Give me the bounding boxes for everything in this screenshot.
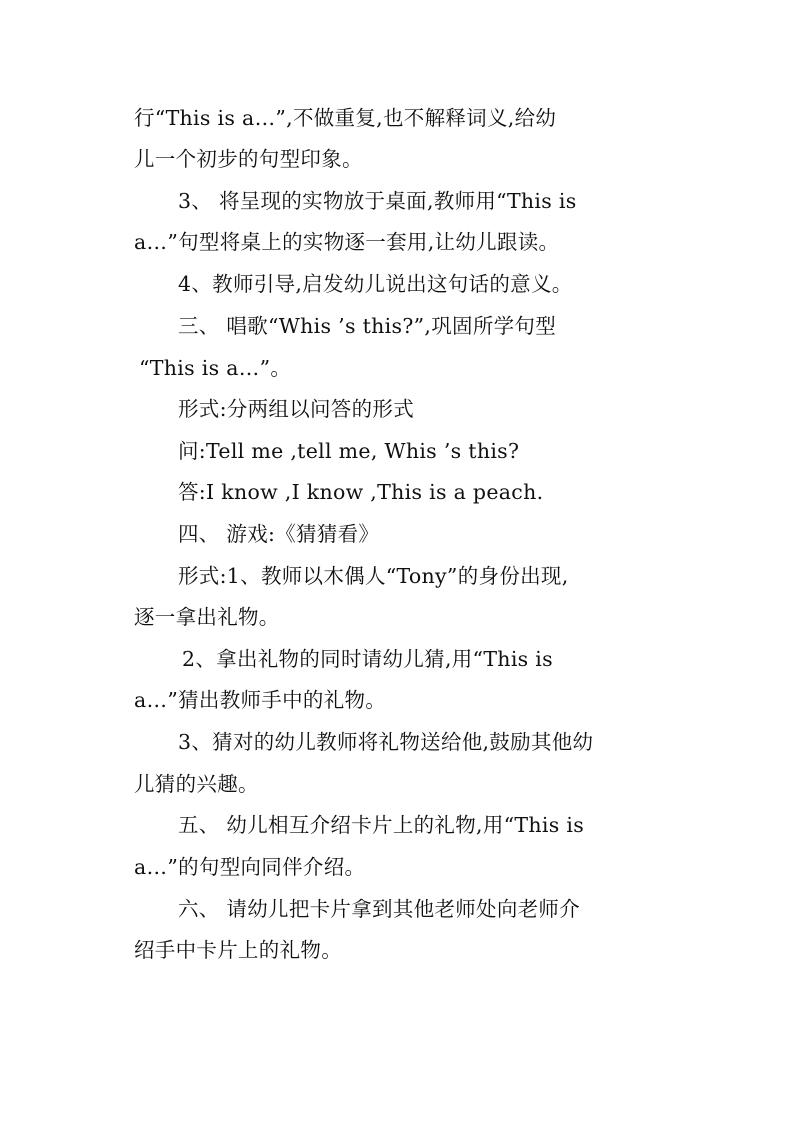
text-line: “This is a…”。 xyxy=(139,356,292,380)
text-line: 儿一个初步的句型印象。 xyxy=(134,147,363,171)
text-line: 问:Tell me ,tell me, Whis ’s this? xyxy=(178,439,520,463)
text-line: 4、教师引导,启发幼儿说出这句话的意义。 xyxy=(178,272,573,296)
text-line: 四、 游戏:《猜猜看》 xyxy=(178,522,380,546)
text-line: a…”猜出教师手中的礼物。 xyxy=(134,688,387,712)
text-line: 3、猜对的幼儿教师将礼物送给他,鼓励其他幼 xyxy=(178,730,594,754)
text-line: 形式:分两组以问答的形式 xyxy=(178,397,415,421)
text-line: 2、拿出礼物的同时请幼儿猜,用“This is xyxy=(182,647,553,671)
text-line: 儿猜的兴趣。 xyxy=(134,772,259,796)
text-line: 五、 幼儿相互介绍卡片上的礼物,用“This is xyxy=(178,813,585,837)
text-line: 3、 将呈现的实物放于桌面,教师用“This is xyxy=(178,189,577,213)
text-line: 绍手中卡片上的礼物。 xyxy=(134,938,342,962)
text-line: 三、 唱歌“Whis ’s this?”,巩固所学句型 xyxy=(178,314,557,338)
text-line: 答:I know ,I know ,This is a peach. xyxy=(178,480,544,504)
text-line: 形式:1、教师以木偶人“Tony”的身份出现, xyxy=(178,564,569,588)
text-line: 六、 请幼儿把卡片拿到其他老师处向老师介 xyxy=(178,897,581,921)
text-line: 行“This is a…”,不做重复,也不解释词义,给幼 xyxy=(134,106,557,130)
text-line: a…”句型将桌上的实物逐一套用,让幼儿跟读。 xyxy=(134,230,560,254)
text-line: 逐一拿出礼物。 xyxy=(134,605,280,629)
text-line: a…”的句型向同伴介绍。 xyxy=(134,855,366,879)
